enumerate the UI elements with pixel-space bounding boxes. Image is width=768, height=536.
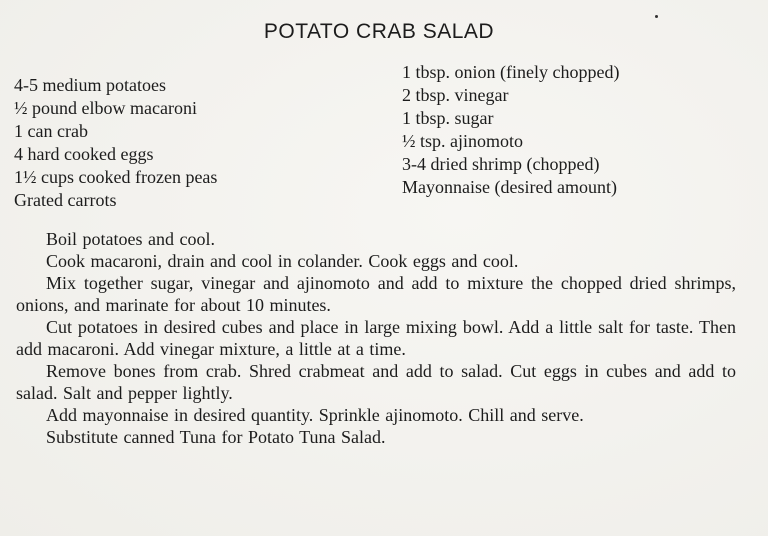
instruction-step: Cut potatoes in desired cubes and place in large mixing bowl. Add a little salt for taste. Then add macaroni. Add vinegar mixture, a little at a time.: [16, 317, 736, 359]
ingredient-item: 1 can crab: [14, 121, 88, 141]
instruction-step: Remove bones from crab. Shred crabmeat and add to salad. Cut eggs in cubes and add to salad. Salt and pepper lightly.: [16, 361, 736, 403]
ingredient-item: 1½ cups cooked frozen peas: [14, 167, 218, 187]
ingredient-item: Grated carrots: [14, 190, 117, 210]
ingredient-item: 4 hard cooked eggs: [14, 144, 154, 164]
ingredient-item: ½ tsp. ajinomoto: [402, 131, 523, 151]
ingredient-item: Mayonnaise (desired amount): [402, 177, 617, 197]
ingredient-item: 1 tbsp. sugar: [402, 108, 494, 128]
instruction-step: Cook macaroni, drain and cool in colander. Cook eggs and cool.: [46, 251, 519, 271]
recipe-title-text: POTATO CRAB SALAD: [263, 20, 495, 43]
recipe-title: [0, 20, 768, 44]
instructions: [16, 228, 736, 448]
ingredient-list-right: [402, 61, 619, 199]
speck-mark: [655, 15, 658, 18]
ingredient-item: 4-5 medium potatoes: [14, 75, 166, 95]
ingredient-item: 2 tbsp. vinegar: [402, 85, 509, 105]
ingredient-list-left: [14, 74, 217, 212]
ingredient-item: ½ pound elbow macaroni: [14, 98, 197, 118]
ingredient-item: 3-4 dried shrimp (chopped): [402, 154, 600, 174]
ingredient-item: 1 tbsp. onion (finely chopped): [402, 62, 620, 82]
instruction-step: Mix together sugar, vinegar and ajinomoto and add to mixture the chopped dried shrimps, onions, and marinate for about 10 minutes.: [16, 273, 736, 315]
instruction-step: Substitute canned Tuna for Potato Tuna Salad.: [46, 427, 386, 447]
instruction-step: Boil potatoes and cool.: [46, 229, 215, 249]
instruction-step: Add mayonnaise in desired quantity. Sprinkle ajinomoto. Chill and serve.: [46, 405, 584, 425]
